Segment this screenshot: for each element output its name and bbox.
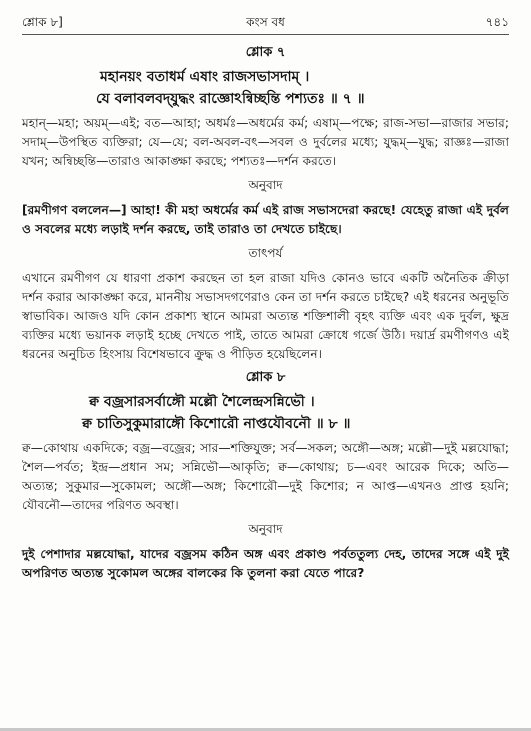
book-page [22, 12, 509, 585]
verse-8-translation: দুই পেশাদার মল্লযোদ্ধা, যাদের বজ্রসম কঠিন অঙ্গ এবং প্রকাণ্ড পর্বততুল্য দেহ, তাদের সঙ্গে এই দুই অপরিণত অত্যন্ত সুকোমল অঙ্গের বালকের কি তুলনা করা যেতে পারে? [22, 547, 509, 580]
header-page-number: ৭৪১ [485, 15, 509, 29]
verse-8-heading: শ্লোক ৮ [245, 370, 286, 385]
verse-8-section [22, 368, 509, 583]
verse-8-line-2: ক্ব চাতিসুকুমারাঙ্গৌ কিশোরৌ নাপ্তযৌবনৌ ॥ ৮ ॥ [82, 416, 351, 432]
verse-8-line-1: ক্ব বজ্রসারসর্বাঙ্গৌ মল্লৌ শৈলেন্দ্রসন্নিভৌ । [89, 394, 315, 410]
header-rule [22, 34, 509, 35]
verse-7-translation-heading: অনুবাদ [248, 178, 283, 192]
verse-7-synonyms: মহান্—মহা; অয়ম্—এই; বত—আহা; অধর্মঃ—অধর্মের কর্ম; এষাম্—পক্ষে; রাজ-সভা—রাজার সভার; সদাম্—উপস্থিত ব্যক্তিরা; যে—যে; বল-অবল-বৎ—সবল ও দুর্বলের মধ্যে; যুদ্ধম্—যুদ্ধ; রাজ্ঞঃ—রাজা যখন; অন্বিচ্ছন্তি—তারাও আকাঙ্ক্ষা করছে; পশ্যতঃ—দর্শন করতে। [22, 116, 509, 168]
verse-8-text [22, 391, 509, 435]
page-header [22, 12, 509, 32]
header-verse-ref: শ্লোক ৮] [22, 15, 63, 29]
header-chapter-title: কংস বধ [246, 15, 285, 29]
verse-7-line-2: যে বলাবলবদ্‌যুদ্ধং রাজ্ঞোঽন্বিচ্ছন্তি পশ্যতঃ ॥ ৭ ॥ [96, 91, 365, 107]
verse-7-text [22, 66, 509, 110]
verse-7-purport: এখানে রমণীগণ যে ধারণা প্রকাশ করছেন তা হল রাজা যদিও কোনও ভাবে একটি অনৈতিক ক্রীড়া দর্শন করার আকাঙ্ক্ষা করে, মাননীয় সভাসদগণেরাও কেন তা দর্শন করতে চাইছে? এই ধরনের অনুভূতি স্বাভাবিক। আজও যদি কোন প্রকাশ্য স্থানে আমরা অত্যন্ত শক্তিশালী বৃহৎ ব্যক্তি এবং এক দুর্বল, ক্ষুদ্র ব্যক্তির মধ্যে ভয়ানক লড়াই হচ্ছে দেখতে পাই, তাতে আমরা ক্রোধে গর্জে উঠি। দয়ার্দ্র রমণীগণও এই ধরনের অনুচিত হিংসায় বিশেষভাবে ক্রুদ্ধ ও পীড়িত হয়েছিলেন। [22, 271, 509, 361]
verse-7-section [22, 43, 509, 364]
verse-7-line-1: মহানয়ং বতাধর্ম এষাং রাজসভাসদাম্ । [100, 69, 310, 85]
verse-7-translation: [রমণীগণ বললেন—] আহা! কী মহা অধর্মের কর্ম এই রাজ সভাসদেরা করছে! যেহেতু রাজা এই দুর্বল ও সবলের মধ্যে লড়াই দর্শন করছে, তাই তারাও তা দেখতে চাইছে। [22, 203, 509, 236]
verse-8-translation-heading: অনুবাদ [248, 522, 283, 536]
verse-8-synonyms: ক্ব—কোথায় একদিকে; বজ্র—বজ্রের; সার—শক্তিযুক্ত; সর্ব—সকল; অঙ্গৌ—অঙ্গ; মল্লৌ—দুই মল্লযোদ্ধা; শৈল—পর্বত; ইন্দ্র—প্রধান সম; সন্নিভৌ—আকৃতি; ক্ব—কোথায়; চ—এবং আরেক দিকে; অতি—অত্যন্ত; সুকুমার—সুকোমল; অঙ্গৌ—অঙ্গ; কিশোরৌ—দুই কিশোর; ন আপ্ত—এখনও প্রাপ্ত হয়নি; যৌবনৌ—তাদের পরিণত অবস্থা। [22, 441, 509, 512]
verse-7-purport-heading: তাৎপর্য [248, 246, 283, 260]
verse-7-heading: শ্লোক ৭ [245, 45, 286, 60]
